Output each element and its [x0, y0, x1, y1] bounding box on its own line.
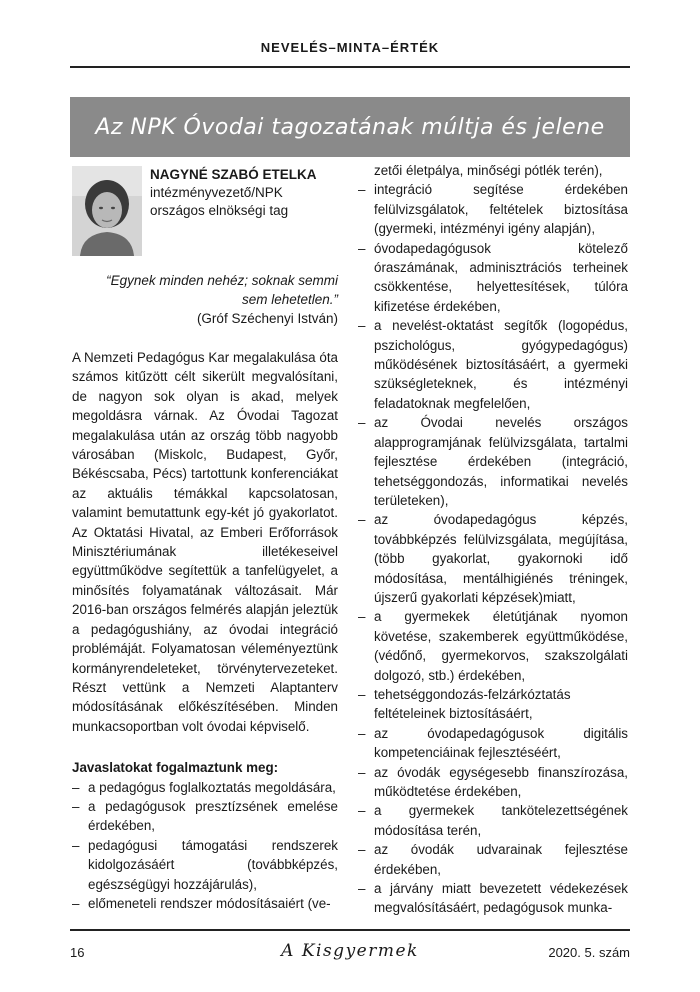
- list-item: – a gyermekek életútjának nyomon követése, szakemberek együttműködése, (védőnő, gyermekorvos, szakszolgálati dolgozó, stb.) érdekében,: [358, 607, 628, 685]
- author-photo: [72, 166, 142, 256]
- right-column: [358, 161, 628, 918]
- page-number: 16: [70, 945, 85, 960]
- footer-rule: [70, 929, 630, 931]
- issue-number: 2020. 5. szám: [548, 945, 630, 960]
- epigraph-text: “Egynek minden nehéz; soknak semmi sem lehetetlen.”: [106, 273, 338, 307]
- proposal-list-left: [72, 778, 338, 914]
- page-footer: [70, 941, 630, 965]
- article-title-banner: [70, 97, 630, 157]
- list-item: – a nevelést-oktatást segítők (logopédus, pszichológus, gyógypedagógus) működésének biztosításáért, a gyermeki szükségleteknek, és intézményi feladatoknak megfelelően,: [358, 316, 628, 413]
- list-item: – a járvány miatt bevezetett védekezések megvalósításáért, pedagógusok munka-: [358, 879, 628, 918]
- list-item: – a pedagógusok presztízsének emelése érdekében,: [72, 797, 338, 836]
- intro-paragraph: A Nemzeti Pedagógus Kar megalakulása óta számos kitűzött célt sikerült megvalósítani, de nagyon sok olyan is akad, melyek megoldásra várnak. Az Óvodai Tagozat megalakulása után az ország több nagyobb városában (Miskolc, Budapest, Győr, Békéscsaba, Pécs) tartottunk konferenciákat az aktuális témákkal kapcsolatosan, valamint bemutattunk egy-két jó gyakorlatot. Az Oktatási Hivatal, az Emberi Erőforrások Minisztériumának illetékeseivel együttműködve segítettük a tanfelügyelet, a minősítés folyamatának változásait. Már 2016-ban országos felmérés alapján jeleztük a pedagógushiány, az óvodai integráció problémáját. Folyamatosan véleményeztünk kormányrendeleteket, törvénytervezeteket. Részt vettünk a Nemzeti Alaptanterv módosításának előkészítésében. Minden munkacsoportban volt óvodai képviselő.: [72, 350, 338, 734]
- author-portrait-image: [72, 166, 142, 256]
- running-header: NEVELÉS–MINTA–ÉRTÉK: [260, 40, 440, 55]
- list-heading: Javaslatokat fogalmaztunk meg:: [72, 760, 279, 776]
- list-item: – pedagógusi támogatási rendszerek kidolgozásáért (továbbképzés, egészségügyi hozzájárulás),: [72, 836, 338, 894]
- author-role-line2: országos elnökségi tag: [150, 203, 289, 218]
- author-block: [150, 166, 350, 220]
- list-item: – óvodapedagógusok kötelező óraszámának, adminisztrációs terheinek csökkentése, helyettesítések, túlóra kifizetése érdekében,: [358, 239, 628, 317]
- proposal-list-right: [358, 161, 628, 918]
- list-item: – az óvodák udvarainak fejlesztése érdekében,: [358, 840, 628, 879]
- list-item: – a pedagógus foglalkoztatás megoldására,: [72, 778, 338, 797]
- list-item: – az Óvodai nevelés országos alapprogramjának felülvizsgálata, tartalmi fejlesztése érdekében (integráció, tehetséggondozás, informatikai nevelés területeken),: [358, 413, 628, 510]
- list-item: – az óvodák egységesebb finanszírozása, működtetése érdekében,: [358, 763, 628, 802]
- author-role-line1: intézményvezető/NPK: [150, 185, 283, 200]
- epigraph-source: (Gróf Széchenyi István): [196, 311, 338, 326]
- left-column: [72, 348, 338, 913]
- list-item: – integráció segítése érdekében felülvizsgálatok, feltételek biztosítása (gyermeki, intézményi igény alapján),: [358, 180, 628, 238]
- list-item: – tehetséggondozás-felzárkóztatás feltételeinek biztosításáért,: [358, 685, 628, 724]
- list-item-continuation: zetői életpálya, minőségi pótlék terén),: [374, 163, 603, 178]
- list-item: – a gyermekek tankötelezettségének módosítása terén,: [358, 801, 628, 840]
- epigraph: [80, 271, 338, 328]
- article-title: Az NPK Óvodai tagozatának múltja és jelene: [95, 114, 605, 140]
- header-rule: [70, 66, 630, 68]
- list-item: – előmeneteli rendszer módosításaiért (ve-: [72, 894, 338, 913]
- author-name: NAGYNÉ SZABÓ ETELKA: [150, 167, 317, 182]
- list-item: – az óvodapedagógusok digitális kompetenciáinak fejlesztéséért,: [358, 724, 628, 763]
- magazine-title: A Kisgyermek: [281, 941, 419, 961]
- list-item: – az óvodapedagógus képzés, továbbképzés felülvizsgálata, megújítása, (több gyakorlat, gyakornoki idő módosítása, mentálhigiénés tréningek, újszerű gyakorlati képzések)miatt,: [358, 510, 628, 607]
